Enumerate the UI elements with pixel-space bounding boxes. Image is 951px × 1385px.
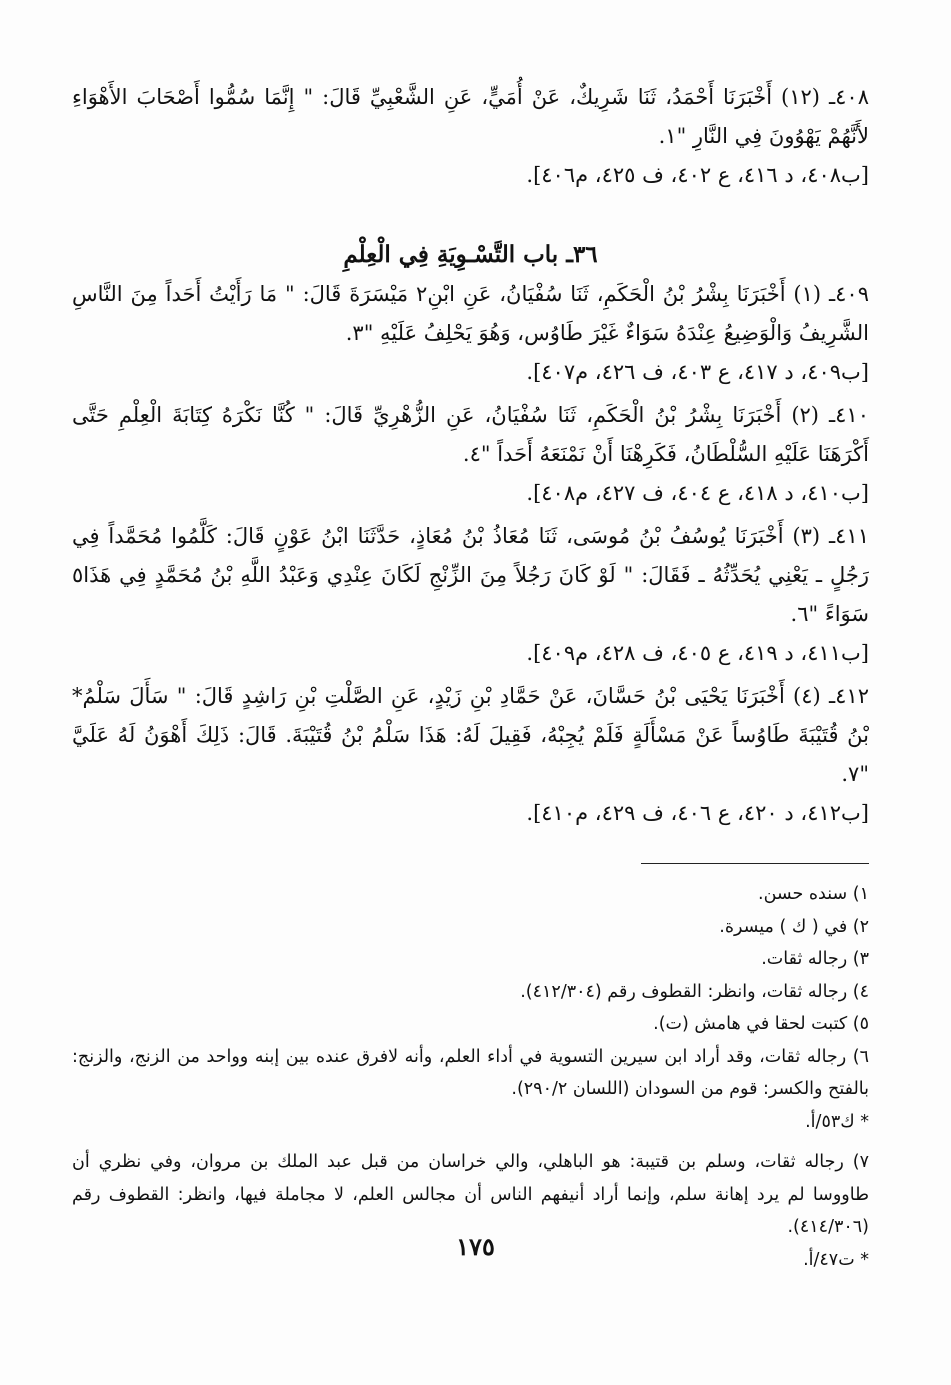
footnote: ٦) رجاله ثقات، وقد أراد ابن سيرين التسوية في أداء العلم، وأنه لافرق عنده بين إبنه وواحد من الزنج، والزنج: بالفتح والكسر: قوم من السودان (اللسان ٢٩٠/٢).	[72, 1046, 869, 1099]
hadith-source-refs: [ب٤٠٩، د ٤١٧، ع ٤٠٣، ف ٤٢٦، م٤٠٧].	[526, 360, 869, 384]
hadith-text: ٤١٢ـ (٤) أَخْبَرَنَا يَحْيَى بْنُ حَسَّانَ، عَنْ حَمَّادِ بْنِ زَيْدٍ، عَنِ الصَّلْتِ بْنِ رَاشِدٍ قَالَ: " سَأَلَ سَلْمُ* بْنُ قُتَيْبَةَ طَاوُساً عَنْ مَسْأَلَةٍ فَلَمْ يُجِبْهُ، فَقِيلَ لَهُ: هَذَا سَلْمُ بْنُ قُتَيْبَةَ. قَالَ: ذَلِكَ أَهْوَنُ لَهُ عَلَيَّ "٧.	[72, 684, 869, 786]
page-number: ١٧٥	[456, 1232, 495, 1261]
footnote: ١) سنده حسن.	[758, 884, 869, 904]
hadith-text: ٤١٠ـ (٢) أَخْبَرَنَا بِشْرُ بْنُ الْحَكَمِ، ثَنَا سُفْيَانُ، عَنِ الزُّهْرِيِّ قَالَ: " كُنَّا نَكْرَهُ كِتَابَةَ الْعِلْمِ حَتَّى أَكْرَهَنَا عَلَيْهِ السُّلْطَانُ، فَكَرِهْنَا أَنْ نَمْنَعَهُ أَحَداً "٤.	[72, 403, 869, 466]
footnote: ٥) كتبت لحقا في هامش (ت).	[653, 1014, 869, 1034]
hadith-source-refs: [ب٤١٠، د ٤١٨، ع ٤٠٤، ف ٤٢٧، م٤٠٨].	[526, 481, 869, 505]
footnotes	[72, 878, 869, 1276]
hadith-text: ٤٠٨ـ (١٢) أَخْبَرَنَا أَحْمَدُ، ثَنَا شَرِيكٌ، عَنْ أُمَيٍّ، عَنِ الشَّعْبِيِّ قَالَ: " إِنَّمَا سُمُّوا أَصْحَابَ الأَهْوَاءِ لأَنَّهُمْ يَهْوُونَ فِي النَّارِ "١.	[72, 85, 869, 148]
hadith-source-refs: [ب٤٠٨، د ٤١٦، ع ٤٠٢، ف ٤٢٥، م٤٠٦].	[526, 163, 869, 187]
footnote-divider	[641, 863, 869, 864]
entry-410	[72, 396, 869, 513]
hadith-text: ٤١١ـ (٣) أَخْبَرَنَا يُوسُفُ بْنُ مُوسَى، ثَنَا مُعَاذُ بْنُ مُعَاذٍ، حَدَّثَنَا ابْنُ عَوْنٍ قَالَ: كَلَّمُوا مُحَمَّداً فِي رَجُلٍ ـ يَعْنِي يُحَدِّثُهُ ـ فَقَالَ: " لَوْ كَانَ رَجُلاً مِنَ الزِّنْجِ لَكَانَ عِنْدِي وَعَبْدُ اللَّهِ بْنُ مُحَمَّدٍ فِي هَذَا٥ سَوَاءً "٦.	[72, 524, 869, 626]
footnote-manuscript-ref: * ك٥٣/أ.	[805, 1111, 869, 1132]
hadith-source-refs: [ب٤١١، د ٤١٩، ع ٤٠٥، ف ٤٢٨، م٤٠٩].	[526, 641, 869, 665]
footnote: ٣) رجاله ثقات.	[761, 949, 869, 969]
entry-409	[72, 275, 869, 392]
hadith-source-refs: [ب٤١٢، د ٤٢٠، ع ٤٠٦، ف ٤٢٩، م٤١٠].	[526, 801, 869, 825]
footnote: ٧) رجاله ثقات، وسلم بن قتيبة: هو الباهلي، والي خراسان من قبل عبد الملك بن مروان، وفي نظري أن طاووسا لم يرد إهانة سلم، وإنما أراد أنيفهم الناس أن مجالس العلم، لا مجاملة فيها، وانظر: القطوف رقم (٤١٤/٣٠٦).	[72, 1152, 869, 1237]
entry-408	[72, 78, 869, 195]
footnote: ٤) رجاله ثقات، وانظر: القطوف رقم (٤١٢/٣٠٤).	[520, 981, 869, 1002]
footnote-manuscript-ref: * ت٤٧/أ.	[803, 1249, 869, 1270]
hadith-text: ٤٠٩ـ (١) أَخْبَرَنَا بِشْرُ بْنُ الْحَكَمِ، ثَنَا سُفْيَانُ، عَنِ ابْنِ٢ مَيْسَرَةَ قَالَ: " مَا رَأَيْتُ أَحَداً مِنَ النَّاسِ الشَّرِيفُ وَالْوَضِيعُ عِنْدَهُ سَوَاءٌ غَيْرَ طَاوُس، وَهُوَ يَحْلِفُ عَلَيْهِ "٣.	[72, 282, 869, 345]
entry-411	[72, 517, 869, 673]
entry-412	[72, 677, 869, 833]
footnote: ٢) في ( ك ) ميسرة.	[719, 916, 869, 937]
chapter-heading: ٣٦ـ باب التَّسْـوِيَةِ فِي الْعِلْمِ	[343, 241, 598, 268]
